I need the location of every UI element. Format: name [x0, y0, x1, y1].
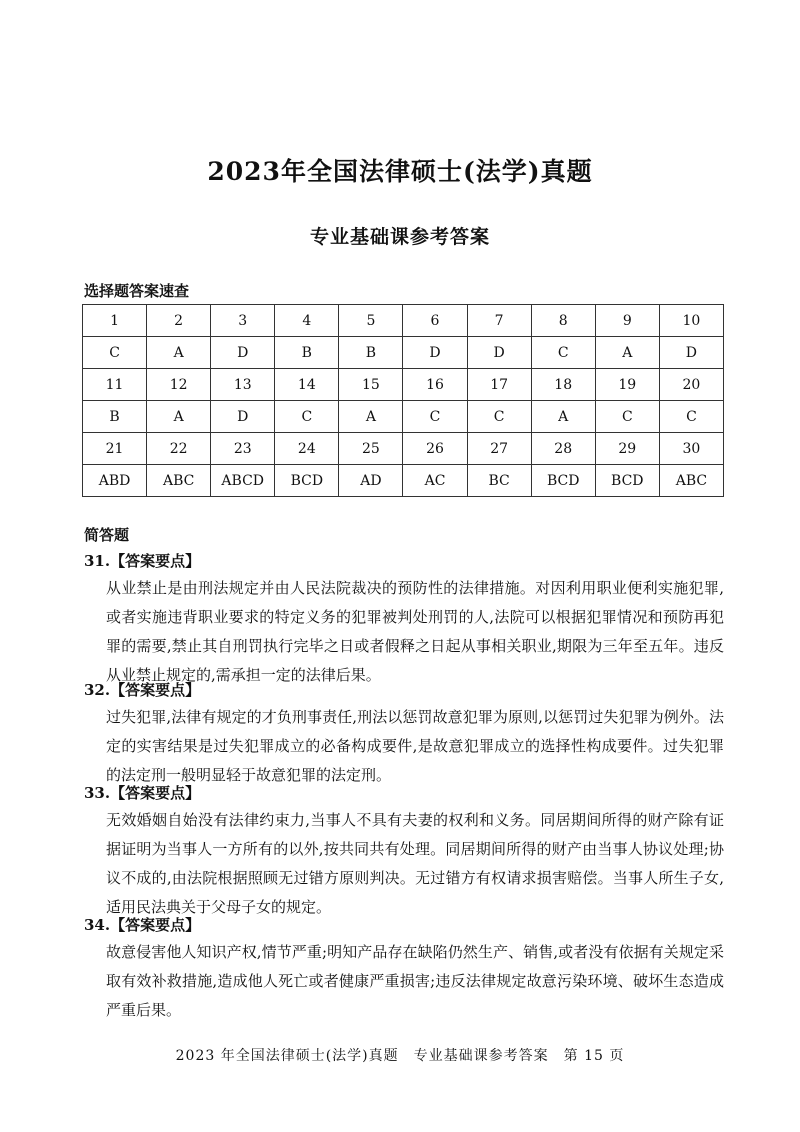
- question-number-cell: 20: [659, 369, 723, 401]
- quick-answer-heading: 选择题答案速查: [84, 282, 190, 300]
- answer-cell: C: [83, 337, 147, 369]
- answer-cell: C: [531, 337, 595, 369]
- page-title: 2023年全国法律硕士(法学)真题: [207, 157, 593, 186]
- answer-cell: A: [147, 337, 211, 369]
- answer-cell: C: [403, 401, 467, 433]
- question-34-answer: 故意侵害他人知识产权,情节严重;明知产品存在缺陷仍然生产、销售,或者没有依据有关规定采取有效补救措施,造成他人死亡或者健康严重损害;违反法律规定故意污染环境、破坏生态造成严重后果。: [106, 943, 724, 1019]
- answer-cell: ABCD: [211, 465, 275, 497]
- answer-table-row: [83, 369, 724, 401]
- answer-cell: D: [467, 337, 531, 369]
- question-number-cell: 14: [275, 369, 339, 401]
- question-number-cell: 7: [467, 305, 531, 337]
- answer-cell: C: [275, 401, 339, 433]
- answer-cell: BCD: [275, 465, 339, 497]
- question-number-cell: 28: [531, 433, 595, 465]
- question-number-cell: 29: [595, 433, 659, 465]
- answer-table-row: [83, 337, 724, 369]
- answer-table-row: [83, 305, 724, 337]
- question-number-cell: 18: [531, 369, 595, 401]
- question-number-cell: 30: [659, 433, 723, 465]
- answer-table: [82, 304, 724, 497]
- question-number-cell: 25: [339, 433, 403, 465]
- question-number-cell: 4: [275, 305, 339, 337]
- answer-cell: D: [659, 337, 723, 369]
- answer-table-row: [83, 433, 724, 465]
- question-number-cell: 22: [147, 433, 211, 465]
- question-number-cell: 8: [531, 305, 595, 337]
- question-number-cell: 23: [211, 433, 275, 465]
- question-number-cell: 12: [147, 369, 211, 401]
- answer-cell: D: [211, 401, 275, 433]
- question-number-cell: 1: [83, 305, 147, 337]
- question-31-heading: 31.【答案要点】: [84, 552, 201, 570]
- answer-cell: A: [147, 401, 211, 433]
- question-number-cell: 10: [659, 305, 723, 337]
- answer-cell: D: [211, 337, 275, 369]
- question-number-cell: 24: [275, 433, 339, 465]
- answer-cell: AD: [339, 465, 403, 497]
- page-footer: 2023 年全国法律硕士(法学)真题 专业基础课参考答案 第 15 页: [175, 1048, 625, 1064]
- question-number-cell: 5: [339, 305, 403, 337]
- question-number-cell: 17: [467, 369, 531, 401]
- question-33-answer: 无效婚姻自始没有法律约束力,当事人不具有夫妻的权利和义务。同居期间所得的财产除有证据证明为当事人一方所有的以外,按共同共有处理。同居期间所得的财产由当事人协议处理;协议不成的,由法院根据照顾无过错方原则判决。无过错方有权请求损害赔偿。当事人所生子女,适用民法典关于父母子女的规定。: [106, 811, 724, 916]
- question-32-answer: 过失犯罪,法律有规定的才负刑事责任,刑法以惩罚故意犯罪为原则,以惩罚过失犯罪为例外。法定的实害结果是过失犯罪成立的必备构成要件,是故意犯罪成立的选择性构成要件。过失犯罪的法定刑一般明显轻于故意犯罪的法定刑。: [106, 708, 724, 784]
- answer-cell: C: [595, 401, 659, 433]
- answer-cell: BCD: [531, 465, 595, 497]
- answer-cell: AC: [403, 465, 467, 497]
- question-number-cell: 16: [403, 369, 467, 401]
- answer-cell: ABC: [659, 465, 723, 497]
- question-32-heading: 32.【答案要点】: [84, 681, 201, 699]
- answer-cell: ABC: [147, 465, 211, 497]
- answer-cell: B: [83, 401, 147, 433]
- question-number-cell: 3: [211, 305, 275, 337]
- answer-cell: B: [275, 337, 339, 369]
- question-31: [84, 548, 724, 690]
- question-33: [84, 780, 724, 922]
- answer-cell: A: [531, 401, 595, 433]
- answer-cell: ABD: [83, 465, 147, 497]
- answer-table-row: [83, 465, 724, 497]
- question-number-cell: 11: [83, 369, 147, 401]
- question-number-cell: 27: [467, 433, 531, 465]
- answer-cell: B: [339, 337, 403, 369]
- answer-cell: A: [595, 337, 659, 369]
- question-34: [84, 912, 724, 1025]
- question-number-cell: 19: [595, 369, 659, 401]
- question-33-heading: 33.【答案要点】: [84, 784, 201, 802]
- answer-cell: C: [659, 401, 723, 433]
- short-answer-heading: 简答题: [84, 526, 130, 544]
- question-number-cell: 13: [211, 369, 275, 401]
- question-32: [84, 677, 724, 790]
- question-34-heading: 34.【答案要点】: [84, 916, 201, 934]
- page-subtitle: 专业基础课参考答案: [309, 226, 490, 248]
- question-number-cell: 21: [83, 433, 147, 465]
- question-number-cell: 6: [403, 305, 467, 337]
- answer-table-row: [83, 401, 724, 433]
- answer-cell: A: [339, 401, 403, 433]
- question-number-cell: 2: [147, 305, 211, 337]
- answer-cell: C: [467, 401, 531, 433]
- question-number-cell: 15: [339, 369, 403, 401]
- answer-cell: BCD: [595, 465, 659, 497]
- question-31-answer: 从业禁止是由刑法规定并由人民法院裁决的预防性的法律措施。对因利用职业便利实施犯罪,或者实施违背职业要求的特定义务的犯罪被判处刑罚的人,法院可以根据犯罪情况和预防再犯罪的需要,禁止其自刑罚执行完毕之日或者假释之日起从事相关职业,期限为三年至五年。违反从业禁止规定的,需承担一定的法律后果。: [106, 579, 724, 684]
- question-number-cell: 26: [403, 433, 467, 465]
- answer-cell: D: [403, 337, 467, 369]
- answer-cell: BC: [467, 465, 531, 497]
- question-number-cell: 9: [595, 305, 659, 337]
